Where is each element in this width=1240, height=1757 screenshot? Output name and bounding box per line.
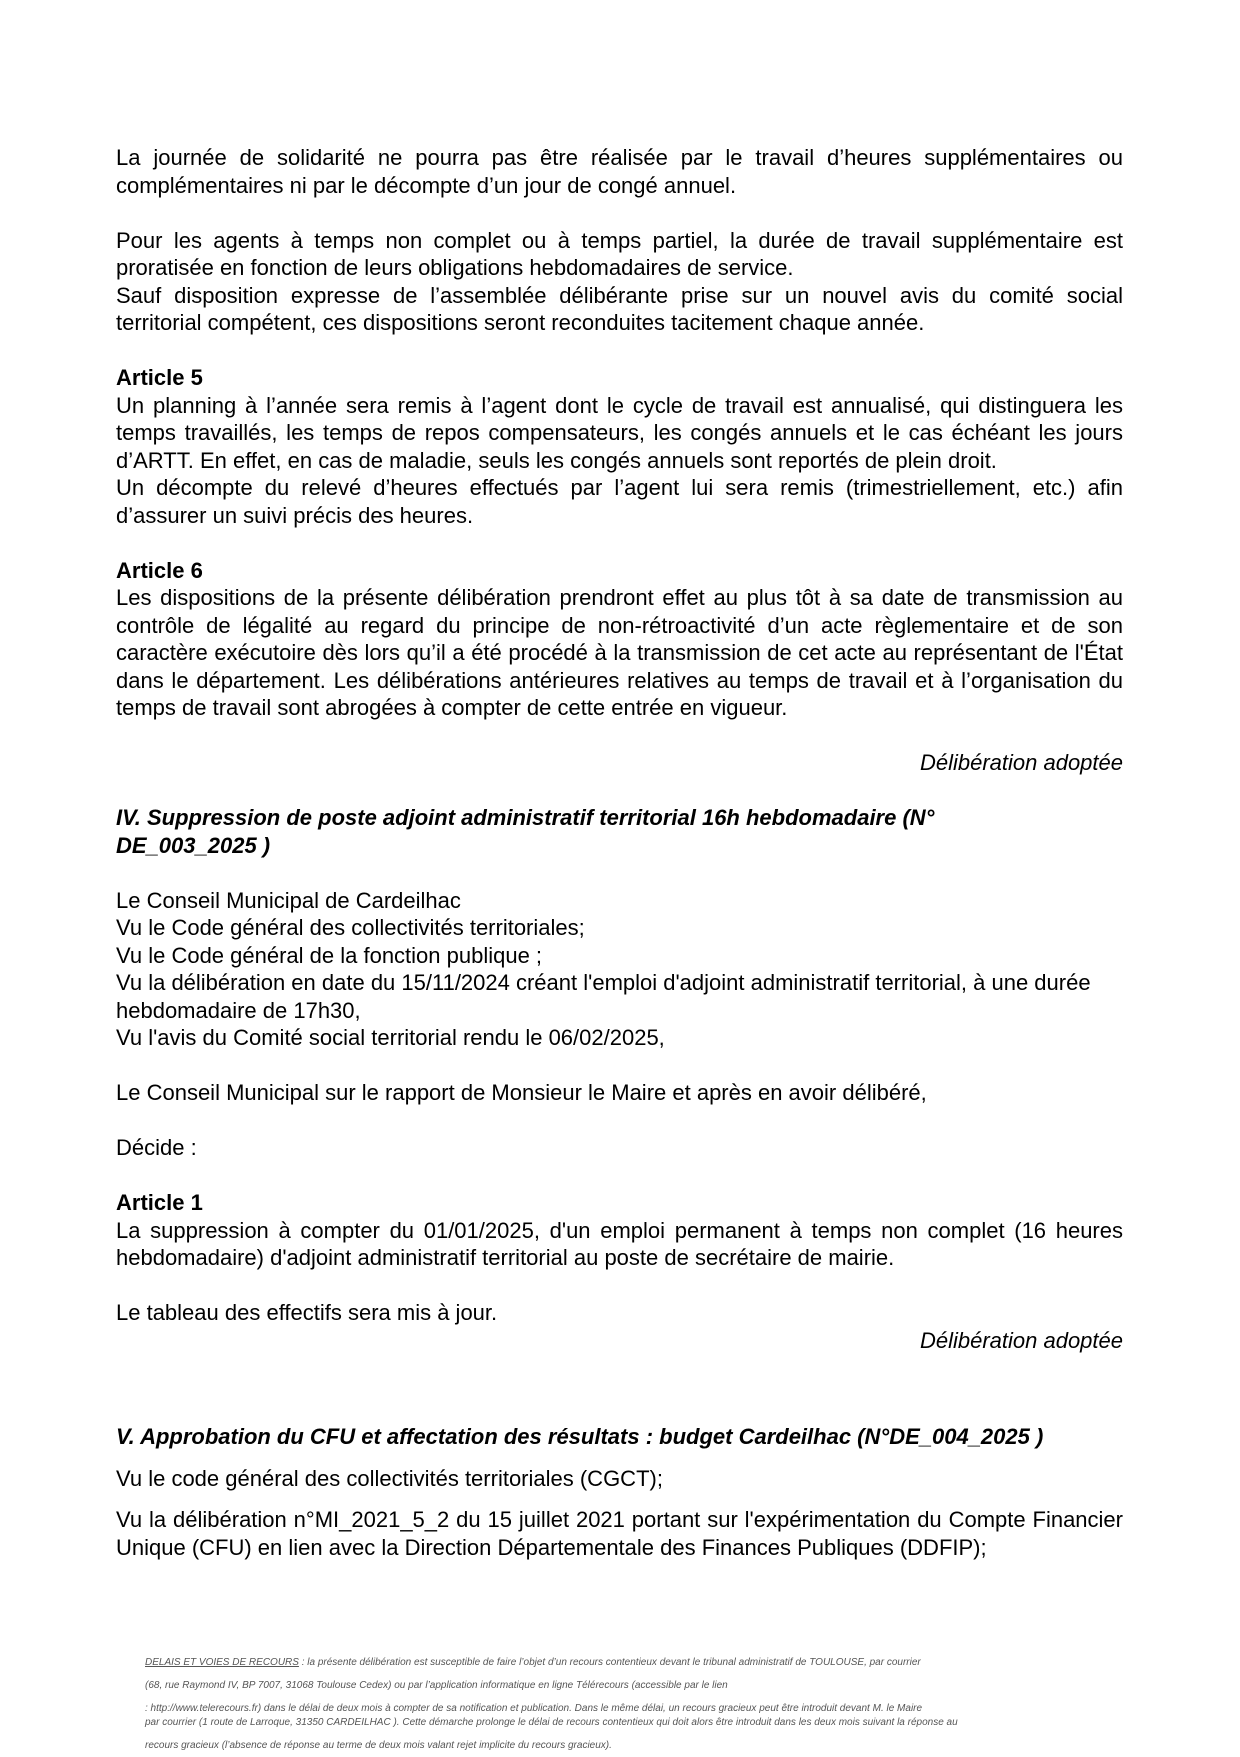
- adoption-note-2: Délibération adoptée: [919, 1327, 1123, 1353]
- footer-line-5: recours gracieux (l’absence de réponse au terme de deux mois valant rejet implicite du recours gracieux).: [145, 1740, 612, 1751]
- section-iv-article-1-heading: Article 1: [116, 1190, 203, 1215]
- footer-line-3: : http://www.telerecours.fr) dans le délai de deux mois à compter de sa notification et publication. Dans le même délai, un recours gracieux peut être introduit devant M. le Maire: [145, 1703, 923, 1714]
- section-v-deliberation-ref: Vu la délibération n°MI_2021_5_2 du 15 juillet 2021 portant sur l'expérimentation du Compte Financier Unique (CFU) en lien avec la Direction Départementale des Finances Publiques (DDFIP);: [116, 1507, 1123, 1560]
- footer-legal-notice: [145, 1651, 1060, 1757]
- article-6-paragraph: Les dispositions de la présente délibération prendront effet au plus tôt à sa date de transmission au contrôle de légalité au regard du principe de non-rétroactivité d’un acte règlementaire et de son caractère exécutoire dès lors qu’il a été procédé à la transmission de cet acte au représentant de l'État dans le département. Les délibérations antérieures relatives au temps de travail et à l’organisation du temps de travail sont abrogées à compter de cette entrée en vigueur.: [116, 585, 1123, 720]
- section-iv-cgct: Vu le Code général des collectivités territoriales;: [116, 915, 585, 940]
- section-iv-tableau: Le tableau des effectifs sera mis à jour.: [116, 1300, 498, 1325]
- footer-line-1-text: : la présente délibération est susceptible de faire l’objet d’un recours contentieux devant le tribunal administratif de TOULOUSE, par courrier: [298, 1657, 921, 1668]
- section-iv-title-line-1: IV. Suppression de poste adjoint administratif territorial 16h hebdomadaire (N°: [116, 805, 935, 830]
- section-iv-cgfp: Vu le Code général de la fonction publique ;: [116, 942, 543, 968]
- paragraph-disposition: Sauf disposition expresse de l’assemblée délibérante prise sur un nouvel avis du comité social territorial compétent, ces dispositions seront reconduites tacitement chaque année.: [116, 282, 1123, 335]
- article-5-paragraph-2: Un décompte du relevé d’heures effectués par l’agent lui sera remis (trimestriellement, etc.) afin d’assurer un suivi précis des heures.: [116, 475, 1123, 528]
- section-iv-council: Le Conseil Municipal de Cardeilhac: [116, 887, 461, 913]
- footer-line-4: par courrier (1 route de Larroque, 31350 CARDEILHAC ). Cette démarche prolonge le délai de recours contentieux qui doit alors être introduit dans les deux mois suivant la réponse au: [145, 1717, 958, 1728]
- paragraph-solidarity: La journée de solidarité ne pourra pas être réalisée par le travail d’heures supplémentaires ou complémentaires ni par le décompte d’un jour de congé annuel.: [116, 145, 1123, 198]
- section-v-cgct: Vu le code général des collectivités territoriales (CGCT);: [116, 1465, 663, 1491]
- document-body: [116, 144, 1123, 1561]
- article-5-heading: Article 5: [116, 365, 203, 390]
- paragraph-part-time: Pour les agents à temps non complet ou à temps partiel, la durée de travail supplémentaire est proratisée en fonction de leurs obligations hebdomadaires de service.: [116, 227, 1123, 280]
- section-iv-cst-avis: Vu l'avis du Comité social territorial rendu le 06/02/2025,: [116, 1025, 665, 1050]
- adoption-note-1: Délibération adoptée: [919, 750, 1123, 775]
- section-iv-decide: Décide :: [116, 1135, 197, 1160]
- article-6-heading: Article 6: [116, 557, 203, 583]
- section-v-title: V. Approbation du CFU et affectation des résultats : budget Cardeilhac (N°DE_004_2025 ): [116, 1424, 1044, 1449]
- section-iv-title-line-2: DE_003_2025 ): [116, 832, 271, 858]
- footer-line-1: [145, 1651, 1060, 1674]
- footer-line-2: (68, rue Raymond IV, BP 7007, 31068 Toulouse Cedex) ou par l’application informatique en ligne Télérecours (accessible par le lien: [145, 1680, 728, 1691]
- footer-label: DELAIS ET VOIES DE RECOURS: [145, 1657, 299, 1668]
- section-iv-rapport: Le Conseil Municipal sur le rapport de Monsieur le Maire et après en avoir délibéré,: [116, 1080, 927, 1105]
- section-iv-article-1-paragraph: La suppression à compter du 01/01/2025, d'un emploi permanent à temps non complet (16 heures hebdomadaire) d'adjoint administratif territorial au poste de secrétaire de mairie.: [116, 1217, 1123, 1270]
- section-iv-deliberation-ref: Vu la délibération en date du 15/11/2024 créant l'emploi d'adjoint administratif territorial, à une durée hebdomadaire de 17h30,: [116, 970, 1091, 1023]
- article-5-paragraph-1: Un planning à l’année sera remis à l’agent dont le cycle de travail est annualisé, qui distinguera les temps travaillés, les temps de repos compensateurs, les congés annuels et le cas échéant les jours d’ARTT. En effet, en cas de maladie, seuls les congés annuels sont reportés de plein droit.: [116, 392, 1123, 473]
